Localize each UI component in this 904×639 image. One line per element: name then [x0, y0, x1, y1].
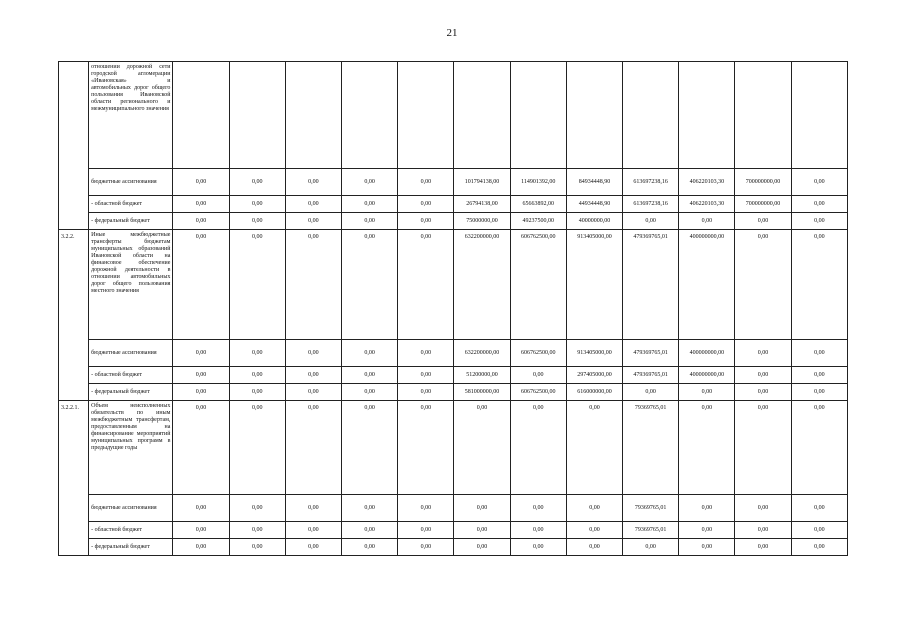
value-cell: 0,00: [679, 213, 735, 230]
value-cell: 0,00: [229, 522, 285, 539]
value-cell: 0,00: [285, 401, 341, 495]
value-cell: 0,00: [510, 522, 566, 539]
value-cell: 700000000,00: [735, 169, 791, 196]
value-cell: 0,00: [173, 169, 229, 196]
value-cell: 0,00: [566, 522, 622, 539]
row-label: - федеральный бюджет: [89, 539, 173, 556]
value-cell: 0,00: [398, 340, 454, 367]
value-cell: [342, 62, 398, 169]
value-cell: 0,00: [229, 230, 285, 340]
value-cell: 0,00: [173, 213, 229, 230]
value-cell: 0,00: [342, 169, 398, 196]
value-cell: 0,00: [679, 401, 735, 495]
value-cell: 913405000,00: [566, 340, 622, 367]
value-cell: [398, 62, 454, 169]
value-cell: 0,00: [285, 213, 341, 230]
value-cell: 0,00: [454, 522, 510, 539]
value-cell: 79369765,01: [623, 401, 679, 495]
value-cell: 606762500,00: [510, 384, 566, 401]
value-cell: 0,00: [229, 539, 285, 556]
row-label: - федеральный бюджет: [89, 213, 173, 230]
value-cell: 0,00: [342, 340, 398, 367]
value-cell: 0,00: [510, 367, 566, 384]
value-cell: [285, 62, 341, 169]
row-label: - областной бюджет: [89, 367, 173, 384]
value-cell: 0,00: [342, 230, 398, 340]
value-cell: 0,00: [285, 539, 341, 556]
value-cell: 0,00: [285, 169, 341, 196]
value-cell: 0,00: [791, 196, 847, 213]
value-cell: 0,00: [398, 169, 454, 196]
table-row-budget-line: [59, 384, 848, 401]
value-cell: 0,00: [398, 401, 454, 495]
value-cell: 479369765,01: [623, 367, 679, 384]
table-row-budget-line: [59, 495, 848, 522]
value-cell: 65663892,00: [510, 196, 566, 213]
value-cell: [566, 62, 622, 169]
value-cell: 79369765,01: [623, 495, 679, 522]
value-cell: [679, 62, 735, 169]
value-cell: 0,00: [342, 213, 398, 230]
value-cell: 0,00: [285, 495, 341, 522]
value-cell: 0,00: [342, 539, 398, 556]
value-cell: 101794138,00: [454, 169, 510, 196]
value-cell: 0,00: [735, 230, 791, 340]
value-cell: 0,00: [173, 539, 229, 556]
value-cell: 406220103,30: [679, 196, 735, 213]
value-cell: 0,00: [679, 522, 735, 539]
table-row-budget-line: [59, 367, 848, 384]
value-cell: 0,00: [454, 401, 510, 495]
value-cell: [510, 62, 566, 169]
value-cell: 0,00: [398, 522, 454, 539]
value-cell: 0,00: [229, 340, 285, 367]
value-cell: 0,00: [342, 367, 398, 384]
value-cell: 0,00: [735, 213, 791, 230]
row-label: Иные межбюджетные трансферты бюджетам муниципальных образований Ивановской области на финансовое обеспечение дорожной деятельности в отношении автомобильных дорог общего пользования местного значения: [89, 230, 173, 340]
value-cell: 0,00: [791, 522, 847, 539]
value-cell: 0,00: [679, 495, 735, 522]
value-cell: 114901392,00: [510, 169, 566, 196]
value-cell: 0,00: [398, 495, 454, 522]
value-cell: 0,00: [398, 367, 454, 384]
value-cell: 44934448,90: [566, 196, 622, 213]
value-cell: 0,00: [342, 384, 398, 401]
value-cell: 75000000,00: [454, 213, 510, 230]
value-cell: 0,00: [285, 522, 341, 539]
value-cell: 606762500,00: [510, 230, 566, 340]
value-cell: 606762500,00: [510, 340, 566, 367]
value-cell: [173, 62, 229, 169]
row-label: бюджетные ассигнования: [89, 495, 173, 522]
value-cell: 0,00: [285, 384, 341, 401]
value-cell: 0,00: [735, 495, 791, 522]
value-cell: 0,00: [173, 367, 229, 384]
value-cell: 51200000,00: [454, 367, 510, 384]
value-cell: 0,00: [791, 539, 847, 556]
value-cell: 0,00: [735, 384, 791, 401]
budget-table: [58, 61, 848, 556]
value-cell: 0,00: [623, 384, 679, 401]
value-cell: 0,00: [229, 367, 285, 384]
value-cell: 0,00: [342, 522, 398, 539]
value-cell: 0,00: [454, 539, 510, 556]
value-cell: 0,00: [735, 340, 791, 367]
value-cell: 26794138,00: [454, 196, 510, 213]
value-cell: 0,00: [285, 367, 341, 384]
table-row-budget-line: [59, 213, 848, 230]
value-cell: 0,00: [791, 367, 847, 384]
budget-table-body: [59, 62, 848, 556]
row-label: бюджетные ассигнования: [89, 169, 173, 196]
value-cell: 0,00: [510, 495, 566, 522]
value-cell: 0,00: [510, 401, 566, 495]
value-cell: 0,00: [342, 495, 398, 522]
value-cell: 0,00: [173, 522, 229, 539]
value-cell: 0,00: [791, 495, 847, 522]
value-cell: 400000000,00: [679, 367, 735, 384]
value-cell: 79369765,01: [623, 522, 679, 539]
value-cell: 0,00: [342, 196, 398, 213]
table-row-budget-line: [59, 169, 848, 196]
value-cell: [735, 62, 791, 169]
value-cell: 0,00: [510, 539, 566, 556]
row-label: - областной бюджет: [89, 522, 173, 539]
value-cell: 40000000,00: [566, 213, 622, 230]
value-cell: 0,00: [735, 367, 791, 384]
value-cell: 913405000,00: [566, 230, 622, 340]
value-cell: 0,00: [398, 384, 454, 401]
value-cell: 0,00: [623, 539, 679, 556]
row-code: 3.2.2.: [59, 230, 89, 401]
value-cell: 0,00: [566, 495, 622, 522]
value-cell: 49237500,00: [510, 213, 566, 230]
value-cell: 0,00: [623, 213, 679, 230]
value-cell: 0,00: [173, 230, 229, 340]
table-row-budget-line: [59, 340, 848, 367]
value-cell: 479369765,01: [623, 340, 679, 367]
value-cell: 0,00: [398, 213, 454, 230]
value-cell: 0,00: [285, 196, 341, 213]
value-cell: 0,00: [229, 384, 285, 401]
value-cell: 84934448,90: [566, 169, 622, 196]
row-label: бюджетные ассигнования: [89, 340, 173, 367]
value-cell: 581000000,00: [454, 384, 510, 401]
value-cell: [623, 62, 679, 169]
table-row-item: [59, 401, 848, 495]
value-cell: 0,00: [173, 196, 229, 213]
value-cell: 632200000,00: [454, 340, 510, 367]
value-cell: 0,00: [679, 384, 735, 401]
value-cell: 613697238,16: [623, 169, 679, 196]
row-label: отношении дорожной сети городской агломерации «Ивановская» и автомобильных дорог общего пользования Ивановской области регионального и межмуниципального значения: [89, 62, 173, 169]
value-cell: 0,00: [285, 340, 341, 367]
table-row-budget-line: [59, 522, 848, 539]
value-cell: 0,00: [173, 401, 229, 495]
value-cell: 0,00: [229, 213, 285, 230]
row-label: - федеральный бюджет: [89, 384, 173, 401]
row-label: Объем неисполненных обязательств по иным межбюджетным трансфертам, предоставленным на финансирование мероприятий муниципальных программ в предыдущие годы: [89, 401, 173, 495]
value-cell: 613697238,16: [623, 196, 679, 213]
row-label: - областной бюджет: [89, 196, 173, 213]
value-cell: 0,00: [791, 401, 847, 495]
value-cell: [791, 62, 847, 169]
value-cell: 0,00: [735, 539, 791, 556]
value-cell: 0,00: [791, 340, 847, 367]
value-cell: 479369765,01: [623, 230, 679, 340]
value-cell: 0,00: [173, 384, 229, 401]
value-cell: 616000000,00: [566, 384, 622, 401]
value-cell: 400000000,00: [679, 340, 735, 367]
table-row-item: [59, 230, 848, 340]
value-cell: 0,00: [735, 401, 791, 495]
value-cell: 0,00: [229, 495, 285, 522]
table-row-budget-line: [59, 196, 848, 213]
row-code: 3.2.2.1.: [59, 401, 89, 556]
value-cell: 0,00: [791, 230, 847, 340]
value-cell: [229, 62, 285, 169]
value-cell: 297405000,00: [566, 367, 622, 384]
table-row-budget-line: [59, 539, 848, 556]
value-cell: 0,00: [173, 495, 229, 522]
value-cell: 0,00: [791, 213, 847, 230]
value-cell: 0,00: [229, 169, 285, 196]
value-cell: 0,00: [342, 401, 398, 495]
value-cell: 0,00: [454, 495, 510, 522]
value-cell: 700000000,00: [735, 196, 791, 213]
value-cell: 632200000,00: [454, 230, 510, 340]
value-cell: [454, 62, 510, 169]
value-cell: 0,00: [398, 230, 454, 340]
value-cell: 0,00: [791, 169, 847, 196]
row-code: [59, 62, 89, 230]
value-cell: 400000000,00: [679, 230, 735, 340]
value-cell: 406220103,30: [679, 169, 735, 196]
value-cell: 0,00: [398, 539, 454, 556]
value-cell: 0,00: [173, 340, 229, 367]
value-cell: 0,00: [735, 522, 791, 539]
value-cell: 0,00: [229, 401, 285, 495]
value-cell: 0,00: [398, 196, 454, 213]
value-cell: 0,00: [229, 196, 285, 213]
page-number: 21: [446, 27, 458, 39]
value-cell: 0,00: [791, 384, 847, 401]
value-cell: 0,00: [285, 230, 341, 340]
value-cell: 0,00: [679, 539, 735, 556]
value-cell: 0,00: [566, 401, 622, 495]
value-cell: 0,00: [566, 539, 622, 556]
table-row-item: [59, 62, 848, 169]
